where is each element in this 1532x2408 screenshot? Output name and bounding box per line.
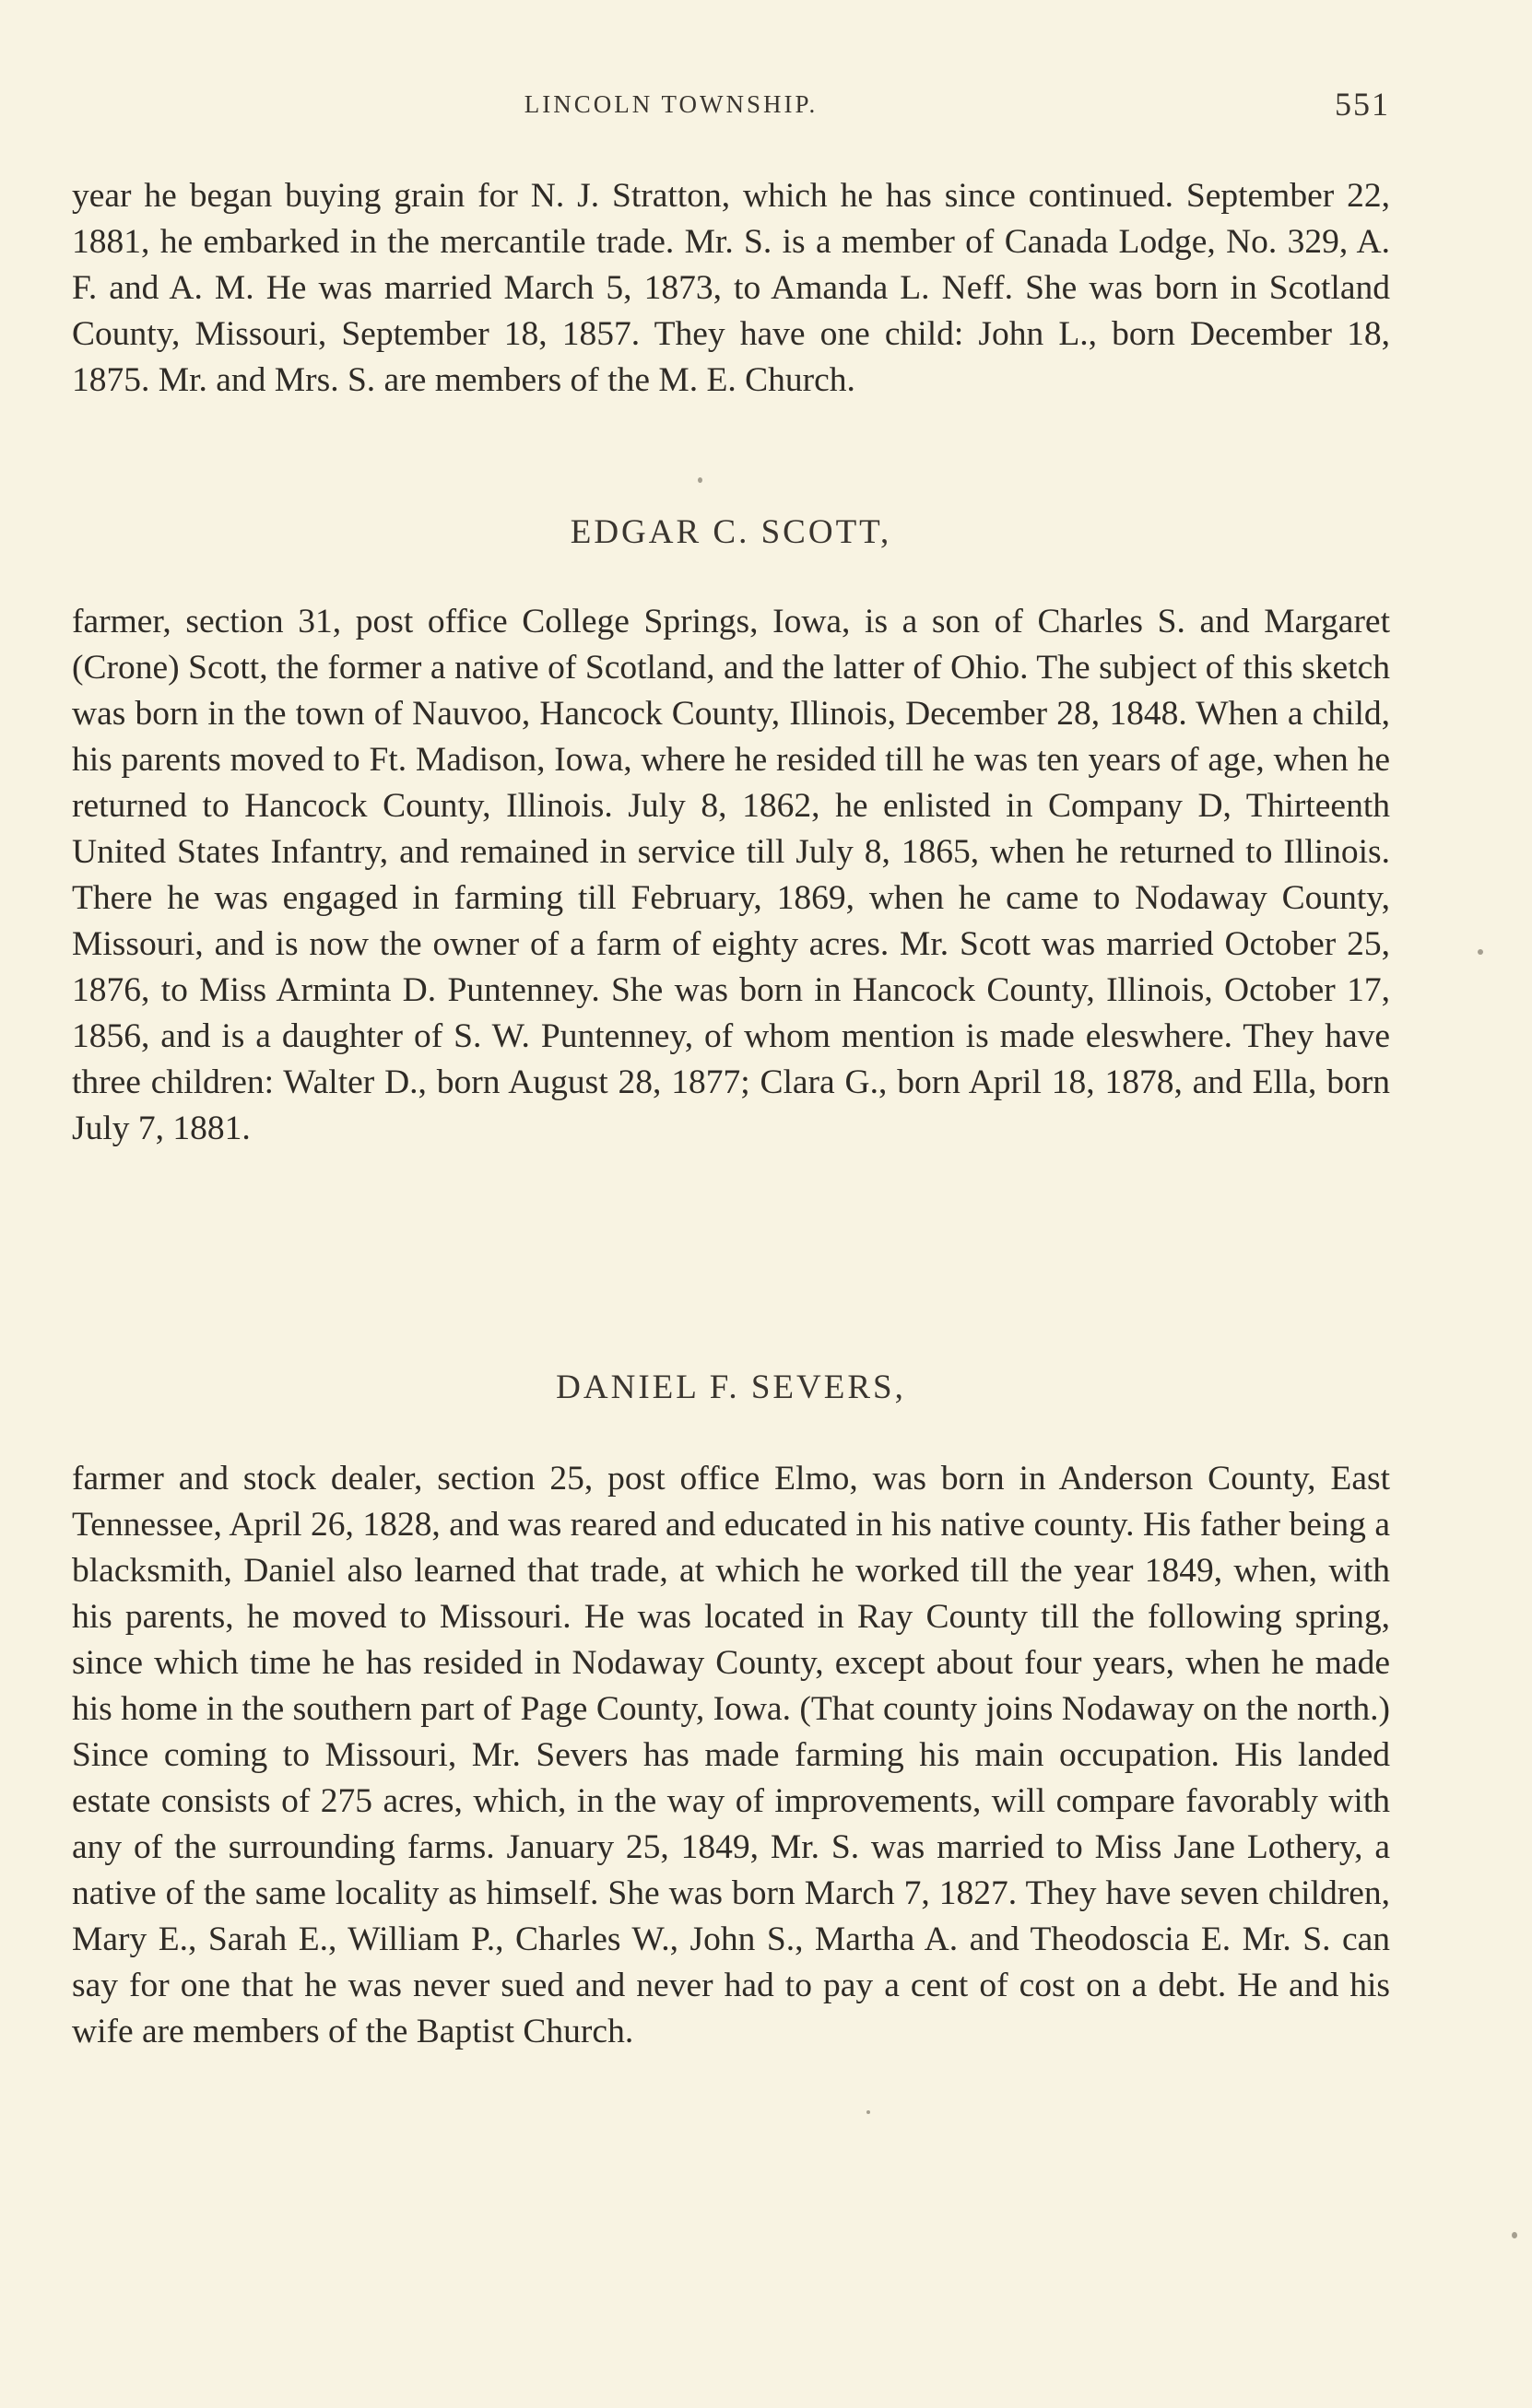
paragraph: farmer and stock dealer, section 25, post office Elmo, was born in Anderson County, East Tennessee, April 26, 1828, and was reared and educated in his native county. His father being a blacksmith, Daniel also learned that trade, at which he worked till the year 1849, when, with his parents, he moved to Missouri. He was located in Ray County till the following spring, since which time he has resided in Nodaway County, except about four years, when he made his home in the southern part of Page County, Iowa. (That county joins Nodaway on the north.) Since coming to Missouri, Mr. Severs has made farming his main occupation. His landed estate consists of 275 acres, which, in the way of improvements, will compare favorably with any of the surrounding farms. January 25, 1849, Mr. S. was married to Miss Jane Lothery, a native of the same locality as himself. She was born March 7, 1827. They have seven children, Mary E., Sarah E., William P., Charles W., John S., Martha A. and Theodoscia E. Mr. S. can say for one that he was never sued and never had to pay a cent of cost on a debt. He and his wife are members of the Baptist Church.	[72, 1460, 1390, 2050]
paper-speck	[866, 2110, 870, 2114]
page-number: 551	[1335, 86, 1390, 123]
paper-speck	[1478, 949, 1483, 955]
section-heading: DANIEL F. SEVERS,	[556, 1368, 906, 1406]
biography-edgar-scott	[72, 599, 1390, 1152]
paper-speck	[1512, 2232, 1517, 2238]
running-title: LINCOLN TOWNSHIP.	[524, 90, 819, 118]
paragraph: farmer, section 31, post office College Springs, Iowa, is a son of Charles S. and Margaret (Crone) Scott, the former a native of Scotland, and the latter of Ohio. The subject of this sketch was born in the town of Nauvoo, Hancock County, Illinois, December 28, 1848. When a child, his parents moved to Ft. Madison, Iowa, where he resided till he was ten years of age, when he returned to Hancock County, Illinois. July 8, 1862, he enlisted in Company D, Thirteenth United States Infantry, and remained in service till July 8, 1865, when he returned to Illinois. There he was engaged in farming till February, 1869, when he came to Nodaway County, Missouri, and is now the owner of a farm of eighty acres. Mr. Scott was married October 25, 1876, to Miss Arminta D. Puntenney. She was born in Hancock County, Illinois, October 17, 1856, and is a daughter of S. W. Puntenney, of whom mention is made eleswhere. They have three children: Walter D., born August 28, 1877; Clara G., born April 18, 1878, and Ella, born July 7, 1881.	[72, 603, 1390, 1147]
running-head	[72, 85, 1390, 131]
section-heading: EDGAR C. SCOTT,	[570, 513, 892, 551]
continued-biography	[72, 173, 1390, 404]
paragraph: year he began buying grain for N. J. Stratton, which he has since continued. September 22, 1881, he embarked in the mercantile trade. Mr. S. is a member of Canada Lodge, No. 329, A. F. and A. M. He was married March 5, 1873, to Amanda L. Neff. She was born in Scotland County, Missouri, September 18, 1857. They have one child: John L., born December 18, 1875. Mr. and Mrs. S. are members of the M. E. Church.	[72, 177, 1390, 399]
paper-speck	[698, 477, 702, 483]
biography-daniel-severs	[72, 1456, 1390, 2055]
